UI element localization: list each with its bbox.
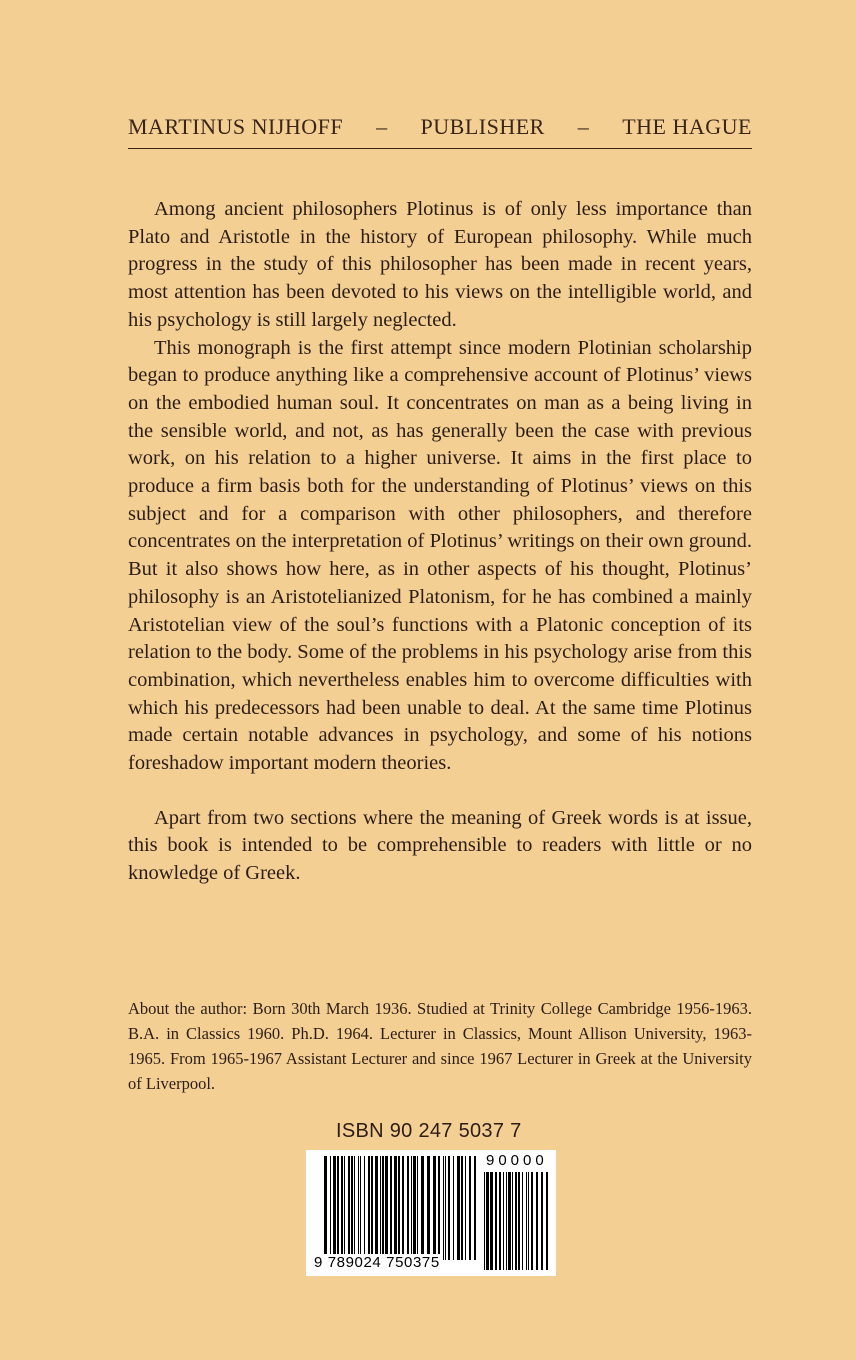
barcode-bar [536,1172,538,1270]
barcode-bar [371,1156,373,1260]
barcode-bar [541,1172,543,1270]
barcode-bar [499,1172,501,1270]
barcode-bar [380,1156,381,1260]
header-rule [128,148,752,149]
barcode-bar [518,1172,520,1270]
barcode-bar [512,1172,513,1270]
ean-digits: 9 789024 750375 [314,1254,440,1271]
barcode-bar [341,1156,343,1260]
barcode-bar [484,1172,485,1270]
barcode-bar [382,1156,384,1260]
barcode-bar [324,1156,327,1260]
barcode-bar [461,1156,463,1260]
barcode-bar [344,1156,345,1260]
barcode-bar [445,1156,446,1260]
barcode-bar [421,1156,424,1260]
ean-barcode-bars [324,1156,476,1260]
barcode-bar [360,1156,361,1260]
barcode-bar [348,1156,350,1260]
barcode-bar [375,1156,378,1260]
barcode-bar [368,1156,370,1260]
header-separator: – [577,114,590,139]
publisher-role: PUBLISHER [420,114,545,139]
header-separator: – [376,114,388,139]
publisher-name: MARTINUS NIJHOFF [128,114,344,139]
publisher-header [128,114,752,140]
blurb-paragraph: Among ancient philosophers Plotinus is of only less importance than Plato and Aristotle in the history of European philosophy. While much progress in the study of this philosopher has been made in recent years, most attention has been devoted to his views on the intelligible world, and his psychology is still largely neglected. [128,198,752,331]
barcode-bar [474,1156,476,1260]
barcode-bar [427,1156,430,1260]
addon-digits: 90000 [486,1152,548,1169]
barcode-bar [407,1156,409,1260]
barcode-bar [394,1156,397,1260]
barcode-bar [364,1156,365,1260]
barcode-bar [433,1156,436,1260]
barcode-bar [522,1172,523,1270]
barcode-bar [531,1172,533,1270]
barcode-bar [448,1156,450,1260]
barcode-bar [528,1172,529,1270]
barcode-bar [469,1156,471,1260]
blurb-paragraph: This monograph is the first attempt since modern Plotinian scholarship began to produce anything like a comprehensive account of Plotinus’ views on the embodied human soul. It concentrates on man as a being living in the sensible world, and not, as has generally been the case with previous work, on his relation to a higher universe. It aims in the first place to produce a firm basis both for the understanding of Plotinus’ views on this subject and for a comparison with other philosophers, and therefore concentrates on the interpretation of Plotinus’ writings on their own ground. But it also shows how here, as in other aspects of his thought, Plotinus’ philosophy is an Aristotelianized Platonism, for he has combined a mainly Aristotelian view of the soul’s functions with a Platonic conception of its relation to the body. Some of the problems in his psychology arise from this combination, which nevertheless enables him to overcome difficulties with which his predecessors had been unable to deal. At the same time Plotinus made certain notable advances in psychology, and some of his notions foreshadow important modern theories. [128,336,752,775]
barcode-bar [438,1156,440,1260]
barcode-bar [503,1172,504,1270]
isbn: ISBN 90 247 5037 7 [336,1120,522,1142]
barcode-bar [495,1172,497,1270]
barcode-bar [515,1172,517,1270]
barcode-bar [351,1156,353,1260]
barcode-bar [443,1156,444,1260]
barcode-bar [526,1172,527,1270]
barcode-bar [337,1156,339,1260]
blurb [128,196,752,888]
barcode-bar [411,1156,412,1260]
publisher-place: THE HAGUE [622,114,752,139]
barcode-bar [402,1156,404,1260]
barcode-bar [354,1156,355,1260]
barcode-bar [358,1156,359,1260]
barcode-bar [417,1156,418,1260]
barcode-bar [398,1156,400,1260]
barcode [306,1150,556,1276]
barcode-bar [330,1156,331,1260]
barcode-bar [333,1156,336,1260]
barcode-bar [508,1172,511,1270]
barcode-bar [465,1156,466,1260]
addon-barcode-bars [484,1172,548,1270]
barcode-bar [453,1156,454,1260]
barcode-bar [490,1172,493,1270]
barcode-bar [413,1156,416,1260]
barcode-bar [546,1172,548,1270]
barcode-bar [486,1172,489,1270]
barcode-bar [457,1156,460,1260]
barcode-bar [385,1156,388,1260]
blurb-paragraph: Apart from two sections where the meaning of Greek words is at issue, this book is intended to be comprehensible to readers with little or no knowledge of Greek. [128,806,752,885]
about-author: About the author: Born 30th March 1936. Studied at Trinity College Cambridge 1956-1963. B.A. in Classics 1960. Ph.D. 1964. Lecturer in Classics, Mount Allison University, 1963-1965. From 1965-1967 Assistant Lecturer and since 1967 Lecturer in Greek at the University of Liverpool. [128,999,752,1093]
barcode-bar [390,1156,392,1260]
barcode-bar [506,1172,507,1270]
